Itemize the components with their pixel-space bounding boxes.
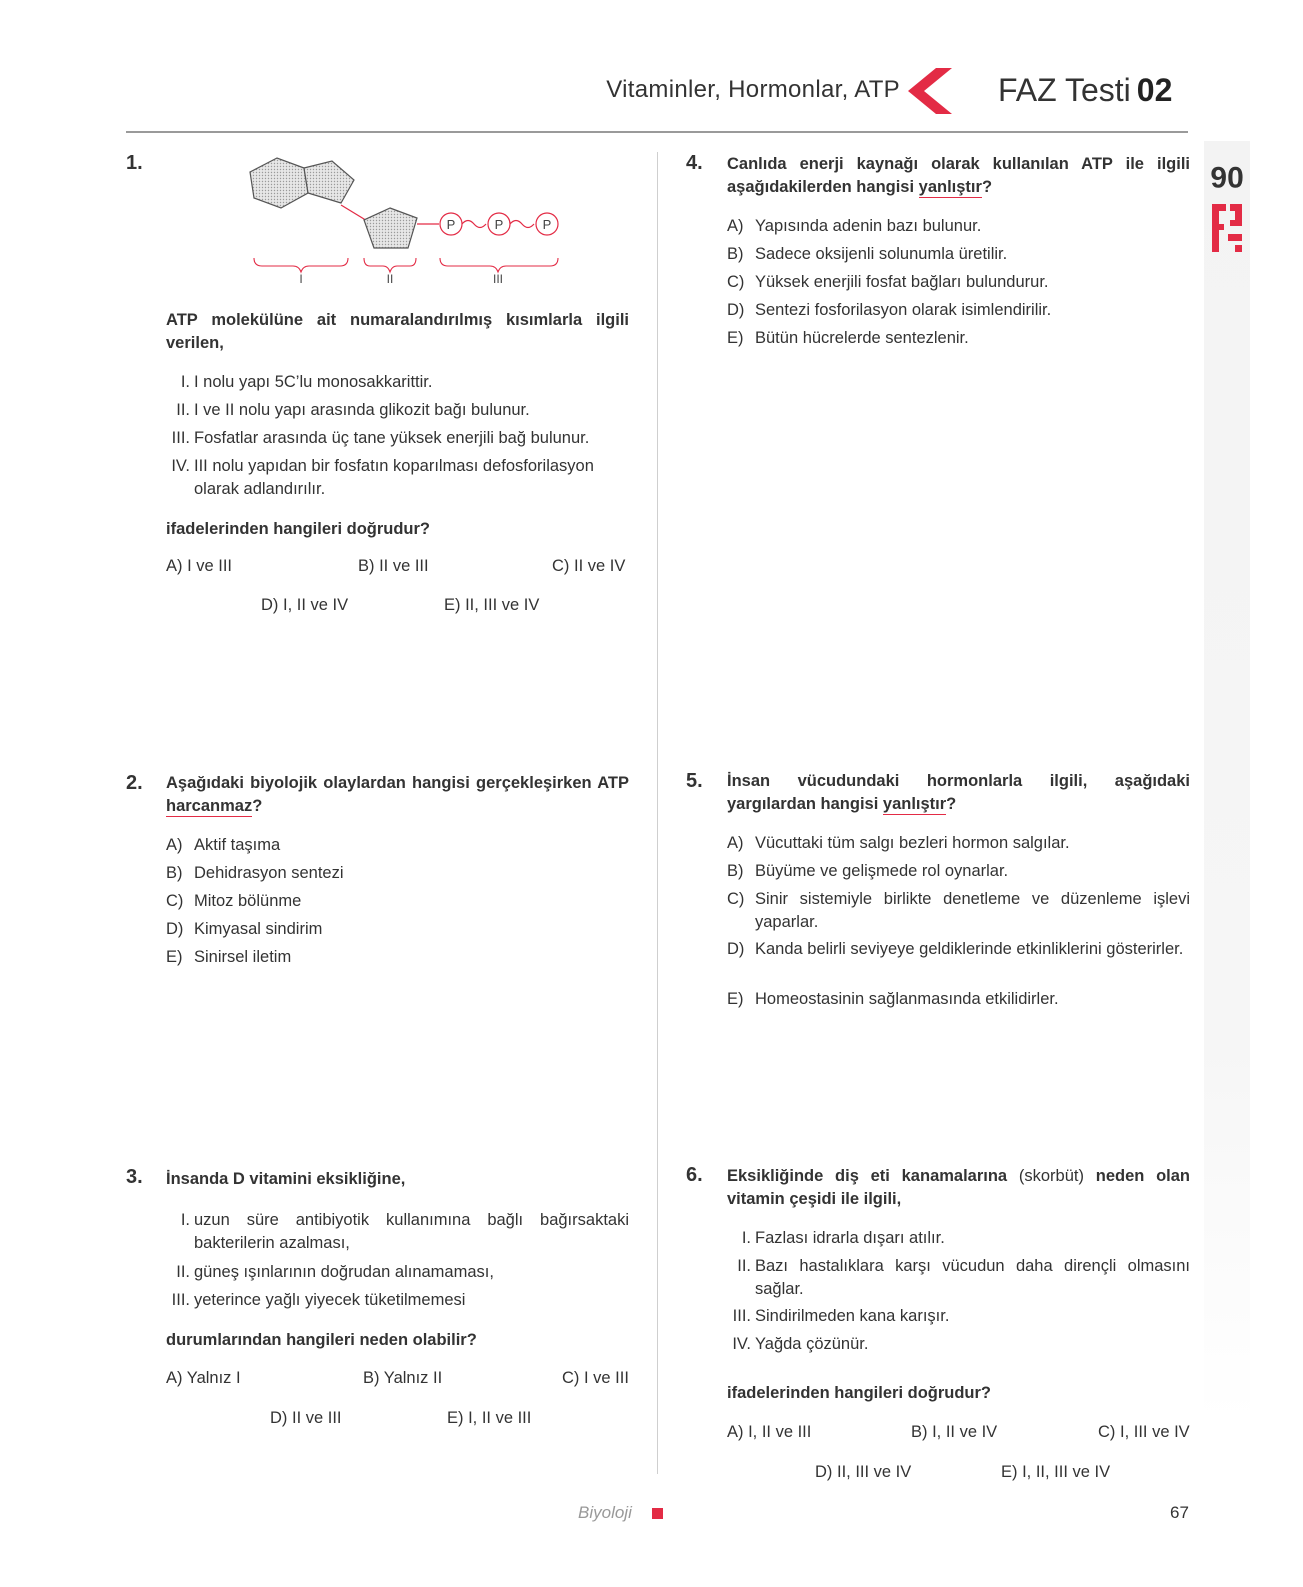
stem-text: İnsan vücudundaki hormonlarla ilgili, aşağıdaki yargılardan hangisi <box>727 772 1190 813</box>
statement-text: I nolu yapı 5C’lu monosakkarittir. <box>194 373 433 391</box>
q4-option-b[interactable] <box>727 243 1007 266</box>
statement-text: Yağda çözünür. <box>755 1335 869 1353</box>
q6-answer-b[interactable]: B) I, II ve IV <box>911 1423 998 1441</box>
statement-numeral: III. <box>732 1307 751 1325</box>
q1-answer-b[interactable]: B) II ve III <box>358 557 429 575</box>
stem-end: neden olan vitamin çeşidi ile ilgili, <box>727 1167 1190 1208</box>
q1-statement <box>171 427 629 450</box>
question-5-stem <box>727 770 1190 816</box>
question-1-prompt: ifadelerinden hangileri doğrudur? <box>166 520 431 538</box>
header-divider <box>126 131 1188 133</box>
option-letter: C) <box>166 892 184 910</box>
header-topic: Vitaminler, Hormonlar, ATP <box>606 76 900 103</box>
q6-answer-c[interactable]: C) I, III ve IV <box>1098 1423 1190 1441</box>
q2-option-e[interactable] <box>166 946 291 969</box>
question-1-stem: ATP molekülüne ait numaralandırılmış kısımlarla ilgili verilen, <box>166 311 629 352</box>
option-text: Mitoz bölünme <box>194 892 302 910</box>
question-3-stem: İnsanda D vitamini eksikliğine, <box>166 1170 406 1188</box>
bracket-3-label: III <box>492 272 504 286</box>
option-letter: A) <box>727 217 744 235</box>
question-3-number: 3. <box>126 1166 143 1188</box>
q3-answer-a[interactable]: A) Yalnız I <box>166 1369 241 1387</box>
option-text: Aktif taşıma <box>194 836 281 854</box>
q3-statement <box>171 1289 629 1312</box>
phosphate-2-label: P <box>494 217 504 232</box>
q6-statement <box>737 1255 1190 1301</box>
statement-numeral: I. <box>180 1211 190 1229</box>
publisher-logo-icon <box>1210 202 1244 254</box>
stem-emphasis: yanlıştır <box>918 178 982 196</box>
option-text: Sentezi fosforilasyon olarak isimlendirilir. <box>755 301 1052 319</box>
q5-option-b[interactable] <box>727 860 1008 883</box>
option-letter: D) <box>727 940 745 958</box>
statement-text: uzun süre antibiyotik kullanımına bağlı bağırsaktaki bakterilerin azalması, <box>194 1211 629 1252</box>
option-text: Sinir sistemiyle birlikte denetleme ve düzenleme işlevi yaparlar. <box>755 890 1190 931</box>
q1-answer-c[interactable]: C) II ve IV <box>552 557 626 575</box>
bracket-1 <box>254 258 348 272</box>
option-letter: B) <box>727 862 744 880</box>
option-letter: B) <box>166 864 183 882</box>
statement-numeral: I. <box>741 1229 751 1247</box>
q3-answer-d[interactable]: D) II ve III <box>270 1409 342 1427</box>
bracket-1-label: I <box>299 272 303 286</box>
option-letter: E) <box>727 990 744 1008</box>
q4-option-c[interactable] <box>727 271 1049 294</box>
q6-statement <box>741 1227 1190 1250</box>
option-letter: B) <box>727 245 744 263</box>
question-2-stem <box>166 772 629 818</box>
test-title <box>998 72 1172 109</box>
chapter-number: 06 <box>1210 160 1244 193</box>
question-2-number: 2. <box>126 772 143 794</box>
q6-answer-e[interactable]: E) I, II, III ve IV <box>1001 1463 1111 1481</box>
statement-text: I ve II nolu yapı arasında glikozit bağı bulunur. <box>194 401 530 419</box>
q6-answer-a[interactable]: A) I, II ve III <box>727 1423 812 1441</box>
bracket-2 <box>364 258 416 272</box>
statement-numeral: III. <box>171 1291 190 1309</box>
option-text: Sinirsel iletim <box>194 948 292 966</box>
q3-statement <box>176 1261 629 1284</box>
stem-emphasis: yanlıştır <box>882 795 947 813</box>
statement-text: Fazlası idrarla dışarı atılır. <box>755 1229 945 1247</box>
phosphate-3-label: P <box>542 217 552 232</box>
stem-note: (skorbüt) <box>1018 1167 1084 1185</box>
option-letter: A) <box>727 834 744 852</box>
q2-option-d[interactable] <box>166 918 322 941</box>
statement-numeral: II. <box>176 401 190 419</box>
option-letter: D) <box>166 920 184 938</box>
statement-text: Bazı hastalıklara karşı vücudun daha dirençli olmasını sağlar. <box>755 1257 1190 1298</box>
statement-numeral: IV. <box>171 457 190 475</box>
q3-answer-c[interactable]: C) I ve III <box>562 1369 629 1387</box>
bracket-3 <box>440 258 558 272</box>
q3-statement <box>180 1209 629 1255</box>
stem-text: Eksikliğinde diş eti kanamalarına <box>727 1167 1019 1185</box>
statement-text: III nolu yapıdan bir fosfatın koparılması defosforilasyon olarak adlandırılır. <box>194 457 594 498</box>
q4-option-a[interactable] <box>727 215 981 238</box>
option-letter: A) <box>166 836 183 854</box>
question-6-number: 6. <box>686 1164 703 1186</box>
stem-end: ? <box>252 797 263 815</box>
ribose-pentagon <box>364 208 417 248</box>
statement-numeral: III. <box>171 429 190 447</box>
q6-statement <box>732 1333 1190 1356</box>
phosphate-1-label: P <box>446 217 456 232</box>
q6-statement <box>732 1305 1190 1328</box>
footer-subject: Biyoloji <box>578 1503 632 1522</box>
statement-text: Sindirilmeden kana karışır. <box>755 1307 950 1325</box>
q1-answer-d[interactable]: D) I, II ve IV <box>261 596 349 614</box>
question-6-prompt: ifadelerinden hangileri doğrudur? <box>727 1384 992 1402</box>
bracket-2-label: II <box>386 272 394 286</box>
option-letter: E) <box>727 329 744 347</box>
q1-statement <box>171 455 629 501</box>
stem-emphasis: harcanmaz <box>166 797 253 815</box>
adenine-hexagon <box>250 158 308 208</box>
stem-end: ? <box>981 178 993 196</box>
option-text: Vücuttaki tüm salgı bezleri hormon salgılar. <box>755 834 1070 852</box>
statement-numeral: I. <box>180 373 190 391</box>
option-text: Yapısında adenin bazı bulunur. <box>755 217 982 235</box>
q3-answer-e[interactable]: E) I, II ve III <box>447 1409 532 1427</box>
question-5-number: 5. <box>686 770 703 792</box>
test-number: 02 <box>1136 72 1173 108</box>
option-letter: E) <box>166 948 183 966</box>
statement-numeral: II. <box>176 1263 190 1281</box>
q2-option-a[interactable] <box>166 834 280 857</box>
statement-text: yeterince yağlı yiyecek tüketilmemesi <box>194 1291 466 1309</box>
side-strip <box>1204 141 1250 1421</box>
atp-diagram <box>240 150 590 290</box>
question-4-stem <box>727 153 1190 199</box>
question-3-prompt: durumlarından hangileri neden olabilir? <box>166 1331 477 1349</box>
test-label: FAZ Testi <box>998 72 1131 108</box>
q4-option-e[interactable] <box>727 327 969 350</box>
option-text: Sadece oksijenli solunumla üretilir. <box>755 245 1008 263</box>
column-divider <box>657 152 658 1474</box>
option-text: Kimyasal sindirim <box>194 920 323 938</box>
q5-option-e[interactable] <box>727 988 1059 1011</box>
q1-answer-e[interactable]: E) II, III ve IV <box>444 596 540 614</box>
footer-square-icon <box>652 1508 663 1519</box>
q3-answer-b[interactable]: B) Yalnız II <box>363 1369 443 1387</box>
page-number: 67 <box>1170 1503 1189 1522</box>
q6-answer-d[interactable]: D) II, III ve IV <box>815 1463 912 1481</box>
option-text: Kanda belirli seviyeye geldiklerinde etkinliklerini gösterirler. <box>755 940 1184 958</box>
option-letter: C) <box>727 890 745 908</box>
q2-option-c[interactable] <box>166 890 301 913</box>
q5-option-a[interactable] <box>727 832 1070 855</box>
question-6-stem <box>727 1165 1190 1211</box>
q2-option-b[interactable] <box>166 862 344 885</box>
option-text: Homeostasinin sağlanmasında etkilidirler. <box>755 990 1059 1008</box>
stem-text: Aşağıdaki biyolojik olaylardan hangisi gerçekleşirken ATP <box>166 774 629 792</box>
option-text: Bütün hücrelerde sentezlenir. <box>755 329 969 347</box>
question-4-number: 4. <box>686 152 703 174</box>
q1-statement <box>176 399 629 422</box>
option-letter: D) <box>727 301 745 319</box>
statement-text: Fosfatlar arasında üç tane yüksek enerjili bağ bulunur. <box>194 429 590 447</box>
option-text: Dehidrasyon sentezi <box>194 864 344 882</box>
q5-option-d[interactable] <box>727 938 1190 961</box>
option-text: Yüksek enerjili fosfat bağları bulundurur. <box>755 273 1049 291</box>
stem-end: ? <box>946 795 957 813</box>
statement-text: güneş ışınlarının doğrudan alınamaması, <box>194 1263 494 1281</box>
stem-text: Canlıda enerji kaynağı olarak kullanılan ATP ile ilgili aşağıdakilerden hangisi <box>727 155 1190 196</box>
q4-option-d[interactable] <box>727 299 1051 322</box>
adenine-pentagon <box>304 161 354 203</box>
option-letter: C) <box>727 273 745 291</box>
chevron-left-icon <box>906 66 954 116</box>
q1-answer-a[interactable]: A) I ve III <box>166 557 233 575</box>
q5-option-c[interactable] <box>727 888 1190 934</box>
option-text: Büyüme ve gelişmede rol oynarlar. <box>755 862 1009 880</box>
statement-numeral: IV. <box>732 1335 751 1353</box>
question-1-number: 1. <box>126 152 143 174</box>
q1-statement <box>180 371 629 394</box>
statement-numeral: II. <box>737 1257 751 1275</box>
